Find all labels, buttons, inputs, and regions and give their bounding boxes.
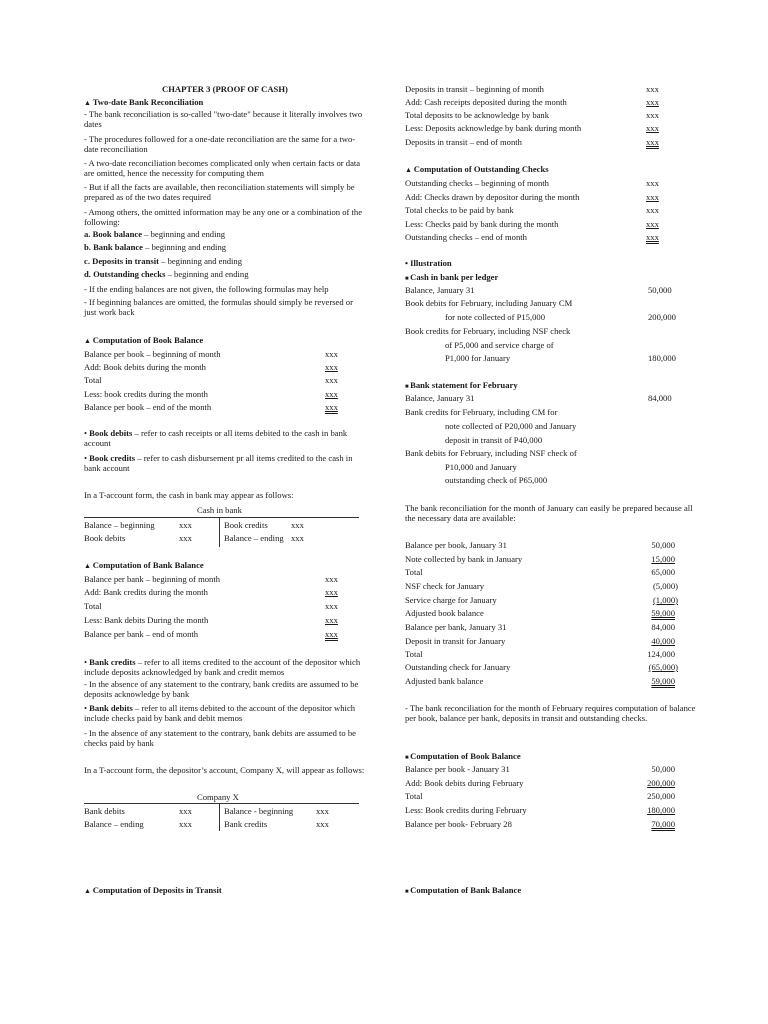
- t1-right-label: Balance – ending: [224, 533, 284, 543]
- book-row-label: Less: book credits during the month: [84, 389, 208, 399]
- dit-row-label: Deposits in transit – beginning of month: [405, 84, 544, 94]
- t-account-intro: In a T-account form, the cash in bank may appear as follows:: [84, 490, 294, 500]
- recon-value: (65,000): [648, 662, 678, 672]
- oc-row-label: Outstanding checks – beginning of month: [405, 178, 549, 188]
- ending-balances-note: - If the ending balances are not given, the following formulas may help: [84, 284, 329, 294]
- recon-value: 84,000: [651, 622, 675, 632]
- t1-left-value: xxx: [179, 520, 192, 530]
- book-credits-definition: • Book credits – refer to cash disbursement pr all items credited to the cash in bank account: [84, 453, 353, 473]
- ledger-heading: ■ Cash in bank per ledger: [405, 272, 498, 284]
- oc-row-value: xxx: [646, 192, 659, 202]
- omitted-item-b: b. Bank balance – beginning and ending: [84, 242, 227, 252]
- t1-right-value: xxx: [291, 533, 304, 543]
- oc-row-label: Total checks to be paid by bank: [405, 205, 514, 215]
- t2-left-value: xxx: [179, 806, 192, 816]
- feb-book-value: 200,000: [647, 778, 675, 788]
- recon-label: Deposit in transit for January: [405, 636, 506, 646]
- two-date-heading: ▲ Two-date Bank Reconciliation: [84, 97, 203, 108]
- t2-left-label: Bank debits: [84, 806, 125, 816]
- recon-value: 15,000: [651, 554, 675, 564]
- statement-line: deposit in transit of P40,000: [445, 435, 543, 445]
- bank-row-value: xxx: [325, 615, 338, 625]
- book-row-value: xxx: [325, 402, 338, 412]
- recon-label: Outstanding check for January: [405, 662, 511, 672]
- bank-row-value: xxx: [325, 574, 338, 584]
- oc-row-label: Outstanding checks – end of month: [405, 232, 527, 242]
- dit-row-value: xxx: [646, 97, 659, 107]
- feb-book-label: Total: [405, 791, 423, 801]
- t1-right-value: xxx: [291, 520, 304, 530]
- ledger-line: of P5,000 and service charge of: [445, 340, 554, 350]
- reconciliation-intro: The bank reconciliation for the month of January can easily be prepared because all the necessary data are available:: [405, 503, 693, 523]
- feb-book-label: Balance per book - January 31: [405, 764, 510, 774]
- dit-row-value: xxx: [646, 137, 659, 147]
- statement-value: 84,000: [648, 393, 672, 403]
- omitted-item-a: a. Book balance – beginning and ending: [84, 229, 226, 239]
- recon-value: 124,000: [647, 649, 675, 659]
- recon-label: Total: [405, 567, 423, 577]
- book-row-value: xxx: [325, 375, 338, 385]
- bank-row-value: xxx: [325, 587, 338, 597]
- book-row-label: Balance per book – end of the month: [84, 402, 212, 412]
- bank-balance-heading: ▲ Computation of Bank Balance: [84, 560, 204, 571]
- t2-left-label: Balance – ending: [84, 819, 144, 829]
- bank-row-label: Balance per bank – end of month: [84, 629, 199, 639]
- t1-right-label: Book credits: [224, 520, 268, 530]
- recon-label: Adjusted bank balance: [405, 676, 484, 686]
- recon-label: Balance per book, January 31: [405, 540, 507, 550]
- oc-row-value: xxx: [646, 232, 659, 242]
- oc-row-value: xxx: [646, 205, 659, 215]
- omitted-item-d: d. Outstanding checks – beginning and ending: [84, 269, 249, 279]
- book-row-label: Add: Book debits during the month: [84, 362, 206, 372]
- book-row-label: Balance per book – beginning of month: [84, 349, 221, 359]
- t1-left-label: Balance – beginning: [84, 520, 155, 530]
- t2-left-value: xxx: [179, 819, 192, 829]
- oc-row-value: xxx: [646, 219, 659, 229]
- outstanding-checks-heading: ▲ Computation of Outstanding Checks: [405, 164, 549, 175]
- two-date-para-4: - But if all the facts are available, then reconciliation statements will simply be prepared as of the two dates required: [84, 182, 355, 202]
- feb-book-value: 70,000: [651, 819, 675, 829]
- recon-label: Balance per bank, January 31: [405, 622, 507, 632]
- ledger-line: Book debits for February, including January CM: [405, 298, 573, 308]
- dit-row-value: xxx: [646, 84, 659, 94]
- feb-book-label: Add: Book debits during February: [405, 778, 524, 788]
- bank-debits-definition: • Bank debits – refer to all items debited to the account of the depositor which include checks paid by bank and debit memos: [84, 703, 356, 723]
- statement-line: outstanding check of P65,000: [445, 475, 548, 485]
- t1-title: Cash in bank: [197, 505, 242, 515]
- dit-row-label: Add: Cash receipts deposited during the month: [405, 97, 567, 107]
- chapter-title: CHAPTER 3 (PROOF OF CASH): [162, 84, 288, 94]
- bank-credits-note: - In the absence of any statement to the contrary, bank credits are assumed to be deposits acknowledge by bank: [84, 679, 359, 699]
- book-row-value: xxx: [325, 349, 338, 359]
- book-row-value: xxx: [325, 389, 338, 399]
- book-balance-heading: ▲ Computation of Book Balance: [84, 335, 203, 346]
- ledger-line: Balance, January 31: [405, 285, 475, 295]
- statement-line: Balance, January 31: [405, 393, 475, 403]
- statement-line: Bank credits for February, including CM for: [405, 407, 558, 417]
- t1-left-value: xxx: [179, 533, 192, 543]
- ledger-value: 180,000: [648, 353, 676, 363]
- dit-row-label: Deposits in transit – end of month: [405, 137, 522, 147]
- recon-value: 59,000: [651, 676, 675, 686]
- recon-label: Service charge for January: [405, 595, 497, 605]
- book-debits-definition: • Book debits – refer to cash receipts or all items debited to the cash in bank account: [84, 428, 348, 448]
- two-date-para-1: - The bank reconciliation is so-called "two-date" because it literally involves two dates: [84, 109, 363, 129]
- bank-credits-definition: • Bank credits – refer to all items credited to the account of the depositor which include deposits acknowledged by bank and credit memos: [84, 657, 361, 677]
- ledger-line: Book credits for February, including NSF check: [405, 326, 571, 336]
- statement-line: note collected of P20,000 and January: [445, 421, 577, 431]
- feb-book-label: Balance per book- February 28: [405, 819, 512, 829]
- t1-horizontal-rule: [84, 517, 359, 518]
- recon-value: 65,000: [651, 567, 675, 577]
- dit-row-value: xxx: [646, 123, 659, 133]
- illustration-heading: • Illustration: [405, 258, 452, 268]
- bank-row-label: Less: Bank debits During the month: [84, 615, 209, 625]
- book-row-label: Total: [84, 375, 102, 385]
- ledger-line: P1,000 for January: [445, 353, 511, 363]
- oc-row-label: Less: Checks paid by bank during the month: [405, 219, 559, 229]
- t2-vertical-rule: [219, 803, 220, 831]
- bank-row-label: Add: Bank credits during the month: [84, 587, 208, 597]
- recon-label: Note collected by bank in January: [405, 554, 523, 564]
- bank-row-value: xxx: [325, 601, 338, 611]
- t2-right-label: Balance - beginning: [224, 806, 294, 816]
- recon-value: (5,000): [652, 581, 678, 591]
- recon-value: 50,000: [651, 540, 675, 550]
- omitted-item-c: c. Deposits in transit – beginning and ending: [84, 256, 243, 266]
- recon-value: (1,000): [652, 595, 678, 605]
- t1-left-label: Book debits: [84, 533, 126, 543]
- bank-row-label: Total: [84, 601, 102, 611]
- bank-row-value: xxx: [325, 629, 338, 639]
- t2-horizontal-rule: [84, 803, 359, 804]
- ledger-value: 200,000: [648, 312, 676, 322]
- two-date-para-2: - The procedures followed for a one-date reconciliation are the same for a two-date reconciliation: [84, 134, 356, 154]
- beginning-balances-note: - If beginning balances are omitted, the formulas should simply be reversed or just work back: [84, 297, 353, 317]
- two-date-para-5: - Among others, the omitted information may be any one or a combination of the following:: [84, 207, 363, 227]
- feb-book-value: 50,000: [651, 764, 675, 774]
- statement-line: P10,000 and January: [445, 462, 517, 472]
- t2-title: Company X: [197, 792, 239, 802]
- recon-label: Adjusted book balance: [405, 608, 484, 618]
- statement-line: Bank debits for February, including NSF check of: [405, 448, 577, 458]
- t2-right-label: Bank credits: [224, 819, 268, 829]
- t2-right-value: xxx: [316, 806, 329, 816]
- dit-row-label: Total deposits to be acknowledge by bank: [405, 110, 550, 120]
- recon-label: NSF check for January: [405, 581, 484, 591]
- feb-book-value: 180,000: [647, 805, 675, 815]
- t1-vertical-rule: [219, 517, 220, 547]
- ledger-line: for note collected of P15,000: [445, 312, 545, 322]
- bank-debits-note: - In the absence of any statement to the contrary, bank debits are assumed to be checks paid by bank: [84, 728, 356, 748]
- feb-bank-balance-heading: ■ Computation of Bank Balance: [405, 885, 521, 897]
- book-row-value: xxx: [325, 362, 338, 372]
- t2-intro: In a T-account form, the depositor’s account, Company X, will appear as follows:: [84, 765, 365, 775]
- feb-book-value: 250,000: [647, 791, 675, 801]
- recon-value: 40,000: [651, 636, 675, 646]
- dit-row-value: xxx: [646, 110, 659, 120]
- oc-row-label: Add: Checks drawn by depositor during the month: [405, 192, 580, 202]
- recon-label: Total: [405, 649, 423, 659]
- deposits-in-transit-heading: ▲ Computation of Deposits in Transit: [84, 885, 222, 896]
- bank-row-label: Balance per bank – beginning of month: [84, 574, 221, 584]
- feb-book-label: Less: Book credits during February: [405, 805, 527, 815]
- oc-row-value: xxx: [646, 178, 659, 188]
- feb-book-balance-heading: ■ Computation of Book Balance: [405, 751, 521, 763]
- ledger-value: 50,000: [648, 285, 672, 295]
- two-date-para-3: - A two-date reconciliation becomes complicated only when certain facts or data are omitted, hence the necessity for computing them: [84, 158, 361, 178]
- dit-row-label: Less: Deposits acknowledge by bank during month: [405, 123, 582, 133]
- t2-right-value: xxx: [316, 819, 329, 829]
- recon-value: 59,000: [651, 608, 675, 618]
- statement-heading: ■ Bank statement for February: [405, 380, 518, 392]
- february-para: - The bank reconciliation for the month of February requires computation of balance per book, balance per bank, deposits in transit and outstanding checks.: [405, 703, 696, 723]
